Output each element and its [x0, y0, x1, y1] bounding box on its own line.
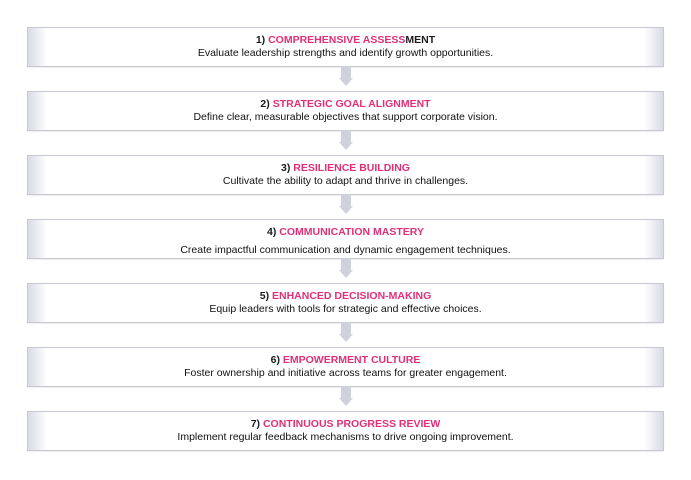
step-title: CONTINUOUS PROGRESS REVIEW — [262, 418, 441, 430]
step-box-2 — [27, 91, 664, 131]
step-heading — [28, 34, 663, 47]
step-title: STRATEGIC GOAL ALIGNMENT — [272, 98, 431, 110]
step-title: COMPREHENSIVE ASSESS — [268, 34, 406, 46]
step-heading — [28, 226, 663, 239]
step-title: COMMUNICATION MASTERY — [279, 226, 424, 238]
step-number: 3) — [281, 162, 291, 174]
step-description: Implement regular feedback mechanisms to drive ongoing improvement. — [177, 431, 514, 443]
step-title-tail: MENT — [405, 34, 436, 46]
step-heading — [28, 162, 663, 175]
step-heading — [28, 418, 663, 431]
step-heading — [28, 290, 663, 303]
step-box-4 — [27, 219, 664, 259]
down-arrow-icon — [339, 322, 353, 342]
step-heading — [28, 354, 663, 367]
step-title: EMPOWERMENT CULTURE — [282, 354, 421, 366]
step-box-7 — [27, 411, 664, 451]
step-number: 2) — [260, 98, 270, 110]
down-arrow-icon — [339, 258, 353, 278]
down-arrow-icon — [339, 194, 353, 214]
step-box-1 — [27, 27, 664, 67]
down-arrow-icon — [339, 130, 353, 150]
step-number: 6) — [270, 354, 280, 366]
step-heading — [28, 98, 663, 111]
step-number: 1) — [255, 34, 266, 46]
step-number: 4) — [267, 226, 277, 238]
step-title: ENHANCED DECISION-MAKING — [272, 290, 432, 302]
down-arrow-icon — [339, 386, 353, 406]
step-box-6 — [27, 347, 664, 387]
step-description: Equip leaders with tools for strategic and effective choices. — [209, 303, 482, 315]
step-title: RESILIENCE BUILDING — [293, 162, 410, 174]
step-box-3 — [27, 155, 664, 195]
step-description: Define clear, measurable objectives that support corporate vision. — [193, 111, 498, 123]
step-description: Create impactful communication and dynamic engagement techniques. — [180, 244, 511, 256]
step-description: Foster ownership and initiative across teams for greater engagement. — [184, 367, 507, 379]
step-number: 7) — [250, 418, 261, 430]
step-description: Evaluate leadership strengths and identify growth opportunities. — [197, 47, 494, 59]
step-box-5 — [27, 283, 664, 323]
step-description: Cultivate the ability to adapt and thrive in challenges. — [222, 175, 469, 187]
down-arrow-icon — [339, 66, 353, 86]
step-number: 5) — [259, 290, 270, 302]
